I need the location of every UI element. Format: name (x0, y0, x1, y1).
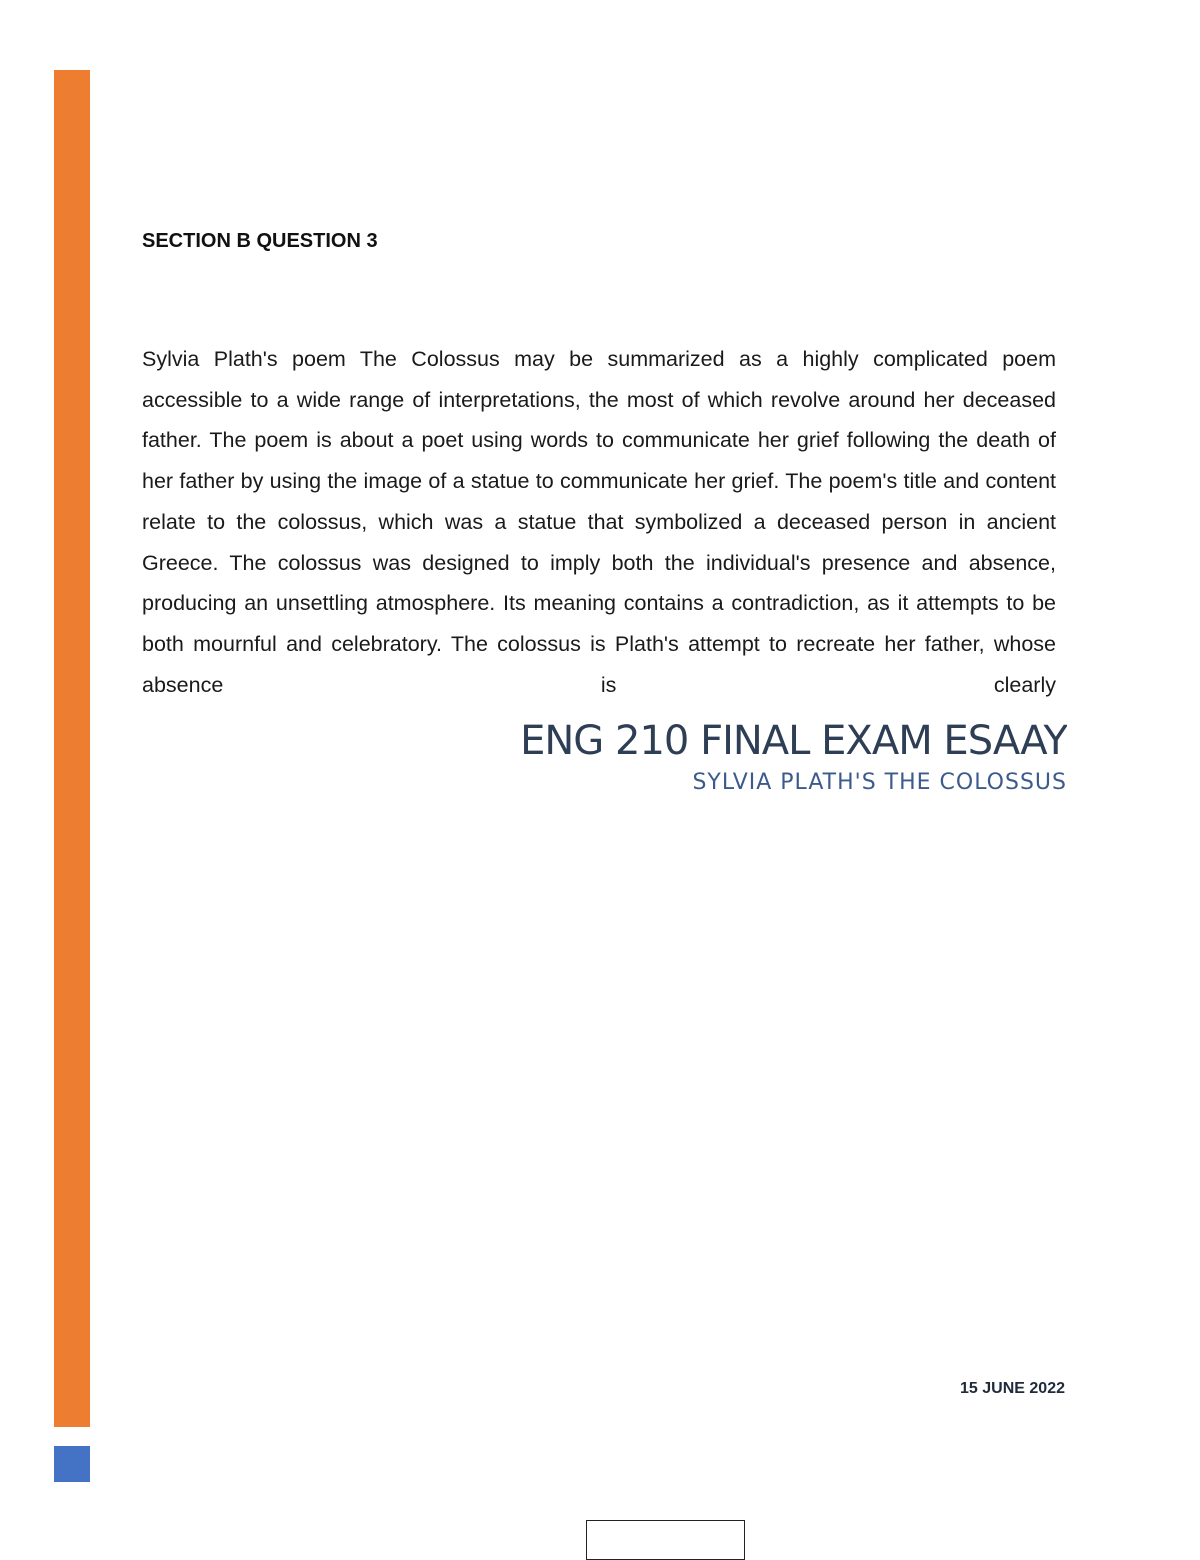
document-title: ENG 210 FINAL EXAM ESAAY (520, 718, 1067, 764)
cover-title-block (520, 714, 1067, 792)
essay-body-text: Sylvia Plath's poem The Colossus may be summarized as a highly complicated poem accessible to a wide range of interpretations, the most of which revolve around her deceased father. The poem is about a poet using words to communicate her grief following the death of her father by using the image of a statue to communicate her grief. The poem's title and content relate to the colossus, which was a statue that symbolized a deceased person in ancient Greece. The colossus was designed to imply both the individual's presence and absence, producing an unsettling atmosphere. Its meaning contains a contradiction, as it attempts to be both mournful and celebratory. The colossus is Plath's attempt to recreate her father, whose absence is clearly (142, 347, 1056, 697)
document-subtitle: SYLVIA PLATH'S THE COLOSSUS (692, 770, 1067, 792)
blue-accent-square (54, 1446, 90, 1482)
orange-accent-bar (54, 70, 90, 1427)
document-date: 15 JUNE 2022 (960, 1380, 1065, 1397)
page-footer-box (586, 1520, 745, 1560)
section-heading: SECTION B QUESTION 3 (142, 230, 378, 252)
